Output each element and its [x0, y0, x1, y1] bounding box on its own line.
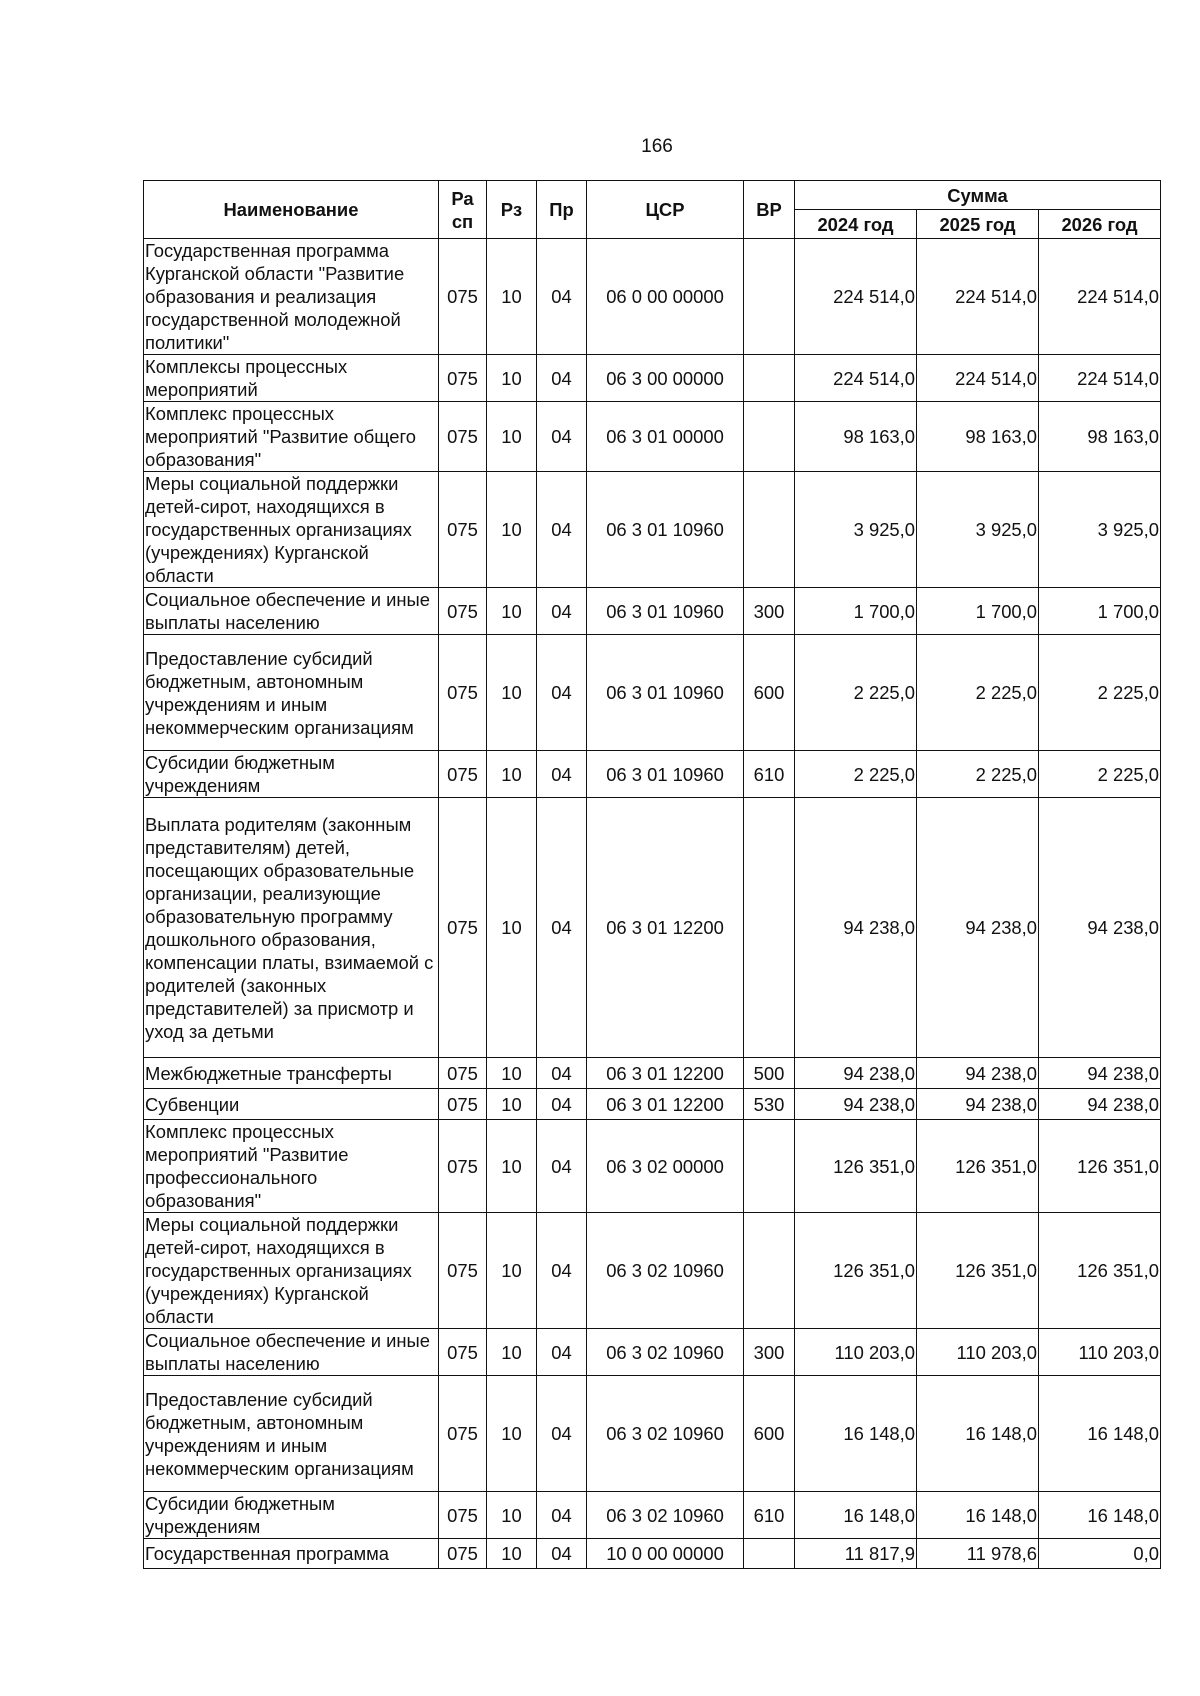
row-sum-2026: 16 148,0: [1039, 1376, 1161, 1492]
table-row: [144, 355, 1161, 402]
row-csr: 06 3 02 00000: [587, 1120, 744, 1213]
row-name: Предоставление субсидий бюджетным, автономным учреждениям и иным некоммерческим организациям: [144, 1376, 439, 1492]
row-sum-2026: 0,0: [1039, 1539, 1161, 1569]
row-rasp: 075: [439, 1089, 487, 1120]
row-sum-2024: 3 925,0: [795, 472, 917, 588]
row-vr: 600: [744, 635, 795, 751]
page-number: 166: [641, 136, 673, 157]
header-rz: Рз: [487, 181, 537, 239]
row-rz: 10: [487, 402, 537, 472]
row-sum-2024: 1 700,0: [795, 588, 917, 635]
row-vr: [744, 1120, 795, 1213]
row-pr: 04: [537, 402, 587, 472]
header-sum: Сумма: [795, 181, 1161, 210]
row-vr: 300: [744, 588, 795, 635]
row-name: Государственная программа Курганской области "Развитие образования и реализация государственной молодежной политики": [144, 239, 439, 355]
row-rz: 10: [487, 472, 537, 588]
table-row: [144, 1539, 1161, 1569]
row-rasp: 075: [439, 635, 487, 751]
row-name: Государственная программа: [144, 1539, 439, 1569]
table-row: [144, 1213, 1161, 1329]
row-pr: 04: [537, 588, 587, 635]
header-pr: Пр: [537, 181, 587, 239]
row-csr: 06 3 01 12200: [587, 798, 744, 1058]
row-rz: 10: [487, 1089, 537, 1120]
row-sum-2024: 110 203,0: [795, 1329, 917, 1376]
table-row: [144, 1492, 1161, 1539]
row-pr: 04: [537, 1058, 587, 1089]
row-csr: 06 3 02 10960: [587, 1213, 744, 1329]
row-pr: 04: [537, 472, 587, 588]
row-rasp: 075: [439, 355, 487, 402]
table-row: [144, 472, 1161, 588]
row-sum-2025: 3 925,0: [917, 472, 1039, 588]
row-sum-2024: 224 514,0: [795, 239, 917, 355]
header-vr: ВР: [744, 181, 795, 239]
row-csr: 06 3 02 10960: [587, 1329, 744, 1376]
row-sum-2026: 224 514,0: [1039, 239, 1161, 355]
row-sum-2025: 16 148,0: [917, 1376, 1039, 1492]
row-csr: 06 3 01 00000: [587, 402, 744, 472]
row-sum-2025: 126 351,0: [917, 1213, 1039, 1329]
row-rz: 10: [487, 355, 537, 402]
table-row: [144, 751, 1161, 798]
row-sum-2026: 98 163,0: [1039, 402, 1161, 472]
row-vr: [744, 1213, 795, 1329]
row-sum-2026: 1 700,0: [1039, 588, 1161, 635]
row-pr: 04: [537, 355, 587, 402]
row-sum-2025: 94 238,0: [917, 798, 1039, 1058]
row-csr: 06 3 02 10960: [587, 1492, 744, 1539]
row-sum-2025: 11 978,6: [917, 1539, 1039, 1569]
row-name: Комплекс процессных мероприятий "Развитие общего образования": [144, 402, 439, 472]
table-row: [144, 635, 1161, 751]
row-rz: 10: [487, 751, 537, 798]
row-pr: 04: [537, 751, 587, 798]
row-rasp: 075: [439, 239, 487, 355]
table-row: [144, 1089, 1161, 1120]
row-sum-2024: 224 514,0: [795, 355, 917, 402]
row-vr: [744, 355, 795, 402]
row-name: Субвенции: [144, 1089, 439, 1120]
row-name: Субсидии бюджетным учреждениям: [144, 751, 439, 798]
row-name: Комплексы процессных мероприятий: [144, 355, 439, 402]
row-csr: 10 0 00 00000: [587, 1539, 744, 1569]
row-pr: 04: [537, 1492, 587, 1539]
row-pr: 04: [537, 1329, 587, 1376]
row-sum-2026: 126 351,0: [1039, 1213, 1161, 1329]
row-rz: 10: [487, 1376, 537, 1492]
row-sum-2026: 3 925,0: [1039, 472, 1161, 588]
row-csr: 06 3 01 10960: [587, 472, 744, 588]
row-sum-2024: 126 351,0: [795, 1213, 917, 1329]
row-vr: [744, 798, 795, 1058]
row-rasp: 075: [439, 1329, 487, 1376]
row-vr: 610: [744, 751, 795, 798]
row-name: Предоставление субсидий бюджетным, автономным учреждениям и иным некоммерческим организациям: [144, 635, 439, 751]
header-csr: ЦСР: [587, 181, 744, 239]
row-name: Меры социальной поддержки детей-сирот, находящихся в государственных организациях (учреждениях) Курганской области: [144, 472, 439, 588]
row-sum-2026: 94 238,0: [1039, 798, 1161, 1058]
row-rz: 10: [487, 1213, 537, 1329]
row-sum-2025: 110 203,0: [917, 1329, 1039, 1376]
row-sum-2024: 126 351,0: [795, 1120, 917, 1213]
row-sum-2025: 16 148,0: [917, 1492, 1039, 1539]
row-vr: [744, 472, 795, 588]
row-rz: 10: [487, 635, 537, 751]
row-vr: 600: [744, 1376, 795, 1492]
row-rasp: 075: [439, 1492, 487, 1539]
table-row: [144, 798, 1161, 1058]
row-pr: 04: [537, 1120, 587, 1213]
row-sum-2026: 110 203,0: [1039, 1329, 1161, 1376]
budget-table: [143, 180, 1161, 1569]
row-sum-2024: 94 238,0: [795, 1058, 917, 1089]
table-row: [144, 1058, 1161, 1089]
row-name: Социальное обеспечение и иные выплаты населению: [144, 1329, 439, 1376]
row-vr: 300: [744, 1329, 795, 1376]
table-row: [144, 402, 1161, 472]
row-name: Комплекс процессных мероприятий "Развитие профессионального образования": [144, 1120, 439, 1213]
row-rz: 10: [487, 1120, 537, 1213]
row-csr: 06 3 01 10960: [587, 588, 744, 635]
row-name: Выплата родителям (законным представителям) детей, посещающих образовательные организации, реализующие образовательную программу дошкольного образования, компенсации платы, взимаемой с родителей (законных представителей) за присмотр и уход за детьми: [144, 798, 439, 1058]
header-rasp: [439, 181, 487, 239]
row-name: Социальное обеспечение и иные выплаты населению: [144, 588, 439, 635]
row-sum-2026: 94 238,0: [1039, 1058, 1161, 1089]
row-rasp: 075: [439, 402, 487, 472]
row-rasp: 075: [439, 1213, 487, 1329]
row-rz: 10: [487, 1492, 537, 1539]
row-pr: 04: [537, 1089, 587, 1120]
row-sum-2024: 16 148,0: [795, 1492, 917, 1539]
header-name: Наименование: [144, 181, 439, 239]
row-sum-2024: 94 238,0: [795, 798, 917, 1058]
row-pr: 04: [537, 1213, 587, 1329]
row-pr: 04: [537, 798, 587, 1058]
row-sum-2026: 224 514,0: [1039, 355, 1161, 402]
budget-table-body: [144, 239, 1161, 1569]
row-rz: 10: [487, 588, 537, 635]
row-rasp: 075: [439, 1376, 487, 1492]
row-vr: 530: [744, 1089, 795, 1120]
row-sum-2026: 94 238,0: [1039, 1089, 1161, 1120]
row-sum-2024: 16 148,0: [795, 1376, 917, 1492]
row-vr: 610: [744, 1492, 795, 1539]
header-rasp-line2: сп: [451, 210, 474, 232]
row-vr: 500: [744, 1058, 795, 1089]
row-name: Меры социальной поддержки детей-сирот, находящихся в государственных организациях (учреждениях) Курганской области: [144, 1213, 439, 1329]
row-sum-2025: 94 238,0: [917, 1058, 1039, 1089]
row-csr: 06 3 01 10960: [587, 635, 744, 751]
row-sum-2025: 1 700,0: [917, 588, 1039, 635]
row-sum-2026: 16 148,0: [1039, 1492, 1161, 1539]
row-vr: [744, 402, 795, 472]
header-rasp-line1: Ра: [451, 187, 474, 209]
row-sum-2026: 126 351,0: [1039, 1120, 1161, 1213]
table-row: [144, 588, 1161, 635]
row-sum-2024: 11 817,9: [795, 1539, 917, 1569]
header-year-2026: 2026 год: [1039, 210, 1161, 239]
row-rz: 10: [487, 1058, 537, 1089]
row-sum-2026: 2 225,0: [1039, 751, 1161, 798]
row-name: Межбюджетные трансферты: [144, 1058, 439, 1089]
row-csr: 06 3 01 12200: [587, 1089, 744, 1120]
row-rasp: 075: [439, 751, 487, 798]
row-sum-2024: 94 238,0: [795, 1089, 917, 1120]
row-sum-2025: 2 225,0: [917, 635, 1039, 751]
row-csr: 06 3 00 00000: [587, 355, 744, 402]
row-rasp: 075: [439, 1539, 487, 1569]
table-row: [144, 1329, 1161, 1376]
row-rasp: 075: [439, 798, 487, 1058]
table-row: [144, 239, 1161, 355]
row-csr: 06 3 01 10960: [587, 751, 744, 798]
row-name: Субсидии бюджетным учреждениям: [144, 1492, 439, 1539]
header-year-2025: 2025 год: [917, 210, 1039, 239]
row-sum-2024: 98 163,0: [795, 402, 917, 472]
row-pr: 04: [537, 239, 587, 355]
row-rasp: 075: [439, 472, 487, 588]
row-pr: 04: [537, 635, 587, 751]
row-rz: 10: [487, 798, 537, 1058]
row-csr: 06 0 00 00000: [587, 239, 744, 355]
row-rz: 10: [487, 1329, 537, 1376]
row-vr: [744, 239, 795, 355]
row-sum-2025: 224 514,0: [917, 239, 1039, 355]
row-sum-2024: 2 225,0: [795, 635, 917, 751]
row-rasp: 075: [439, 1058, 487, 1089]
table-row: [144, 1376, 1161, 1492]
row-sum-2025: 2 225,0: [917, 751, 1039, 798]
row-sum-2025: 126 351,0: [917, 1120, 1039, 1213]
row-pr: 04: [537, 1376, 587, 1492]
row-rz: 10: [487, 1539, 537, 1569]
row-sum-2026: 2 225,0: [1039, 635, 1161, 751]
row-sum-2025: 98 163,0: [917, 402, 1039, 472]
row-sum-2025: 94 238,0: [917, 1089, 1039, 1120]
row-rasp: 075: [439, 1120, 487, 1213]
row-csr: 06 3 01 12200: [587, 1058, 744, 1089]
table-row: [144, 1120, 1161, 1213]
row-pr: 04: [537, 1539, 587, 1569]
row-vr: [744, 1539, 795, 1569]
row-rz: 10: [487, 239, 537, 355]
header-year-2024: 2024 год: [795, 210, 917, 239]
row-sum-2025: 224 514,0: [917, 355, 1039, 402]
row-csr: 06 3 02 10960: [587, 1376, 744, 1492]
row-rasp: 075: [439, 588, 487, 635]
row-sum-2024: 2 225,0: [795, 751, 917, 798]
